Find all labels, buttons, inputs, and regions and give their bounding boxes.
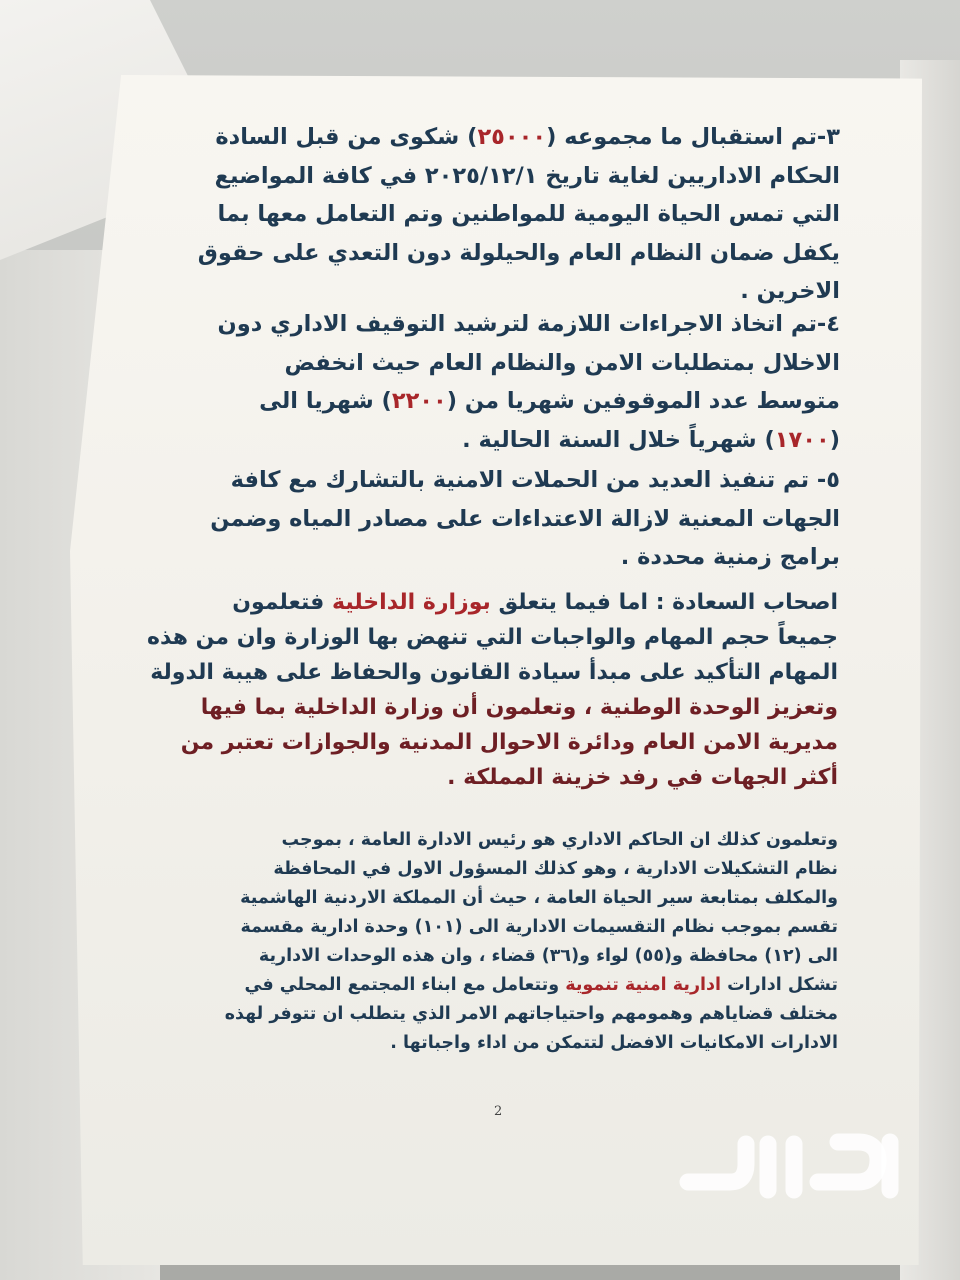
- text-line: برامج زمنية محددة .: [620, 544, 840, 570]
- text-line: الجهات المعنية لازالة الاعتداءات على مصادر المياه وضمن: [210, 505, 840, 532]
- interior-ministry-paragraph: [128, 585, 838, 795]
- text-line: (١٧٠٠) شهرياً خلال السنة الحالية .: [462, 426, 840, 453]
- text-line: [128, 725, 838, 760]
- item-4-paragraph: [120, 305, 840, 459]
- item-5-paragraph: [120, 461, 840, 577]
- text-line: وتعلمون كذلك ان الحاكم الاداري هو رئيس الادارة العامة ، بموجب: [281, 830, 838, 850]
- item-3-paragraph: [120, 118, 840, 311]
- text-line: مختلف قضاياهم وهمومهم واحتياجاتهم الامر الذي يتطلب ان تتوفر لهذه: [224, 1004, 838, 1024]
- text-line: [128, 690, 838, 725]
- text-line: ٤-تم اتخاذ الاجراءات اللازمة لترشيد التوقيف الاداري دون: [217, 311, 840, 337]
- text-line: المهام التأكيد على مبدأ سيادة القانون والحفاظ على هيبة الدولة: [150, 660, 838, 685]
- text-line: الى (١٢) محافظة و(٥٥) لواء و(٣٦) قضاء ، وان هذه الوحدات الادارية: [258, 946, 838, 966]
- news-logo-watermark-icon: [668, 1130, 912, 1210]
- text-line: التي تمس الحياة اليومية للمواطنين وتم التعامل معها بما: [217, 201, 840, 227]
- highlight-text: ٢٢٠٠: [391, 388, 447, 414]
- text-line: ٥- تم تنفيذ العديد من الحملات الامنية بالتشارك مع كافة: [230, 467, 840, 493]
- text-line: والمكلف بمتابعة سير الحياة العامة ، حيث أن المملكة الاردنية الهاشمية: [240, 888, 838, 908]
- text-line: جميعاً حجم المهام والواجبات التي تنهض بها الوزارة وان من هذه: [147, 625, 838, 650]
- text-line: الاخلال بمتطلبات الامن والنظام العام حيث انخفض: [284, 349, 840, 376]
- text-line: متوسط عدد الموقوفين شهريا من (٢٢٠٠) شهريا الى: [259, 388, 840, 414]
- text-line: يكفل ضمان النظام العام والحيلولة دون التعدي على حقوق: [197, 239, 840, 266]
- highlight-text: ادارية امنية تنموية: [565, 975, 721, 995]
- highlight-text: ١٧٠٠: [774, 426, 830, 453]
- highlight-text: وتعزيز الوحدة الوطنية ، وتعلمون أن وزارة الداخلية بما فيها: [200, 695, 838, 720]
- highlight-text: ٢٥٠٠٠: [477, 124, 547, 150]
- highlight-text: أكثر الجهات في رفد خزينة المملكة .: [447, 765, 838, 790]
- text-line: اصحاب السعادة : اما فيما يتعلق بوزارة الداخلية فتعلمون: [232, 590, 838, 615]
- text-line: نظام التشكيلات الادارية ، وهو كذلك المسؤول الاول في المحافظة: [273, 859, 838, 879]
- text-line: تشكل ادارات ادارية امنية تنموية وتتعامل مع ابناء المجتمع المحلي في: [244, 975, 838, 995]
- text-line: الحكام الاداريين لغاية تاريخ ٢٠٢٥/١٢/١ في كافة المواضيع: [214, 162, 840, 189]
- text-line: ٣-تم استقبال ما مجموعه (٢٥٠٠٠) شكوى من قبل السادة: [215, 124, 840, 150]
- text-line: [128, 760, 838, 795]
- page-number: 2: [494, 1104, 503, 1119]
- highlight-text: مديرية الامن العام ودائرة الاحوال المدنية والجوازات تعتبر من: [180, 730, 838, 755]
- text-line: الاخرين .: [740, 278, 840, 304]
- administrative-governor-paragraph: [128, 826, 838, 1058]
- text-line: الادارات الامكانيات الافضل لتتمكن من اداء واجباتها .: [390, 1033, 838, 1053]
- highlight-text: بوزارة الداخلية: [332, 590, 491, 615]
- text-line: تقسم بموجب نظام التقسيمات الادارية الى (١٠١) وحدة ادارية مقسمة: [240, 917, 838, 937]
